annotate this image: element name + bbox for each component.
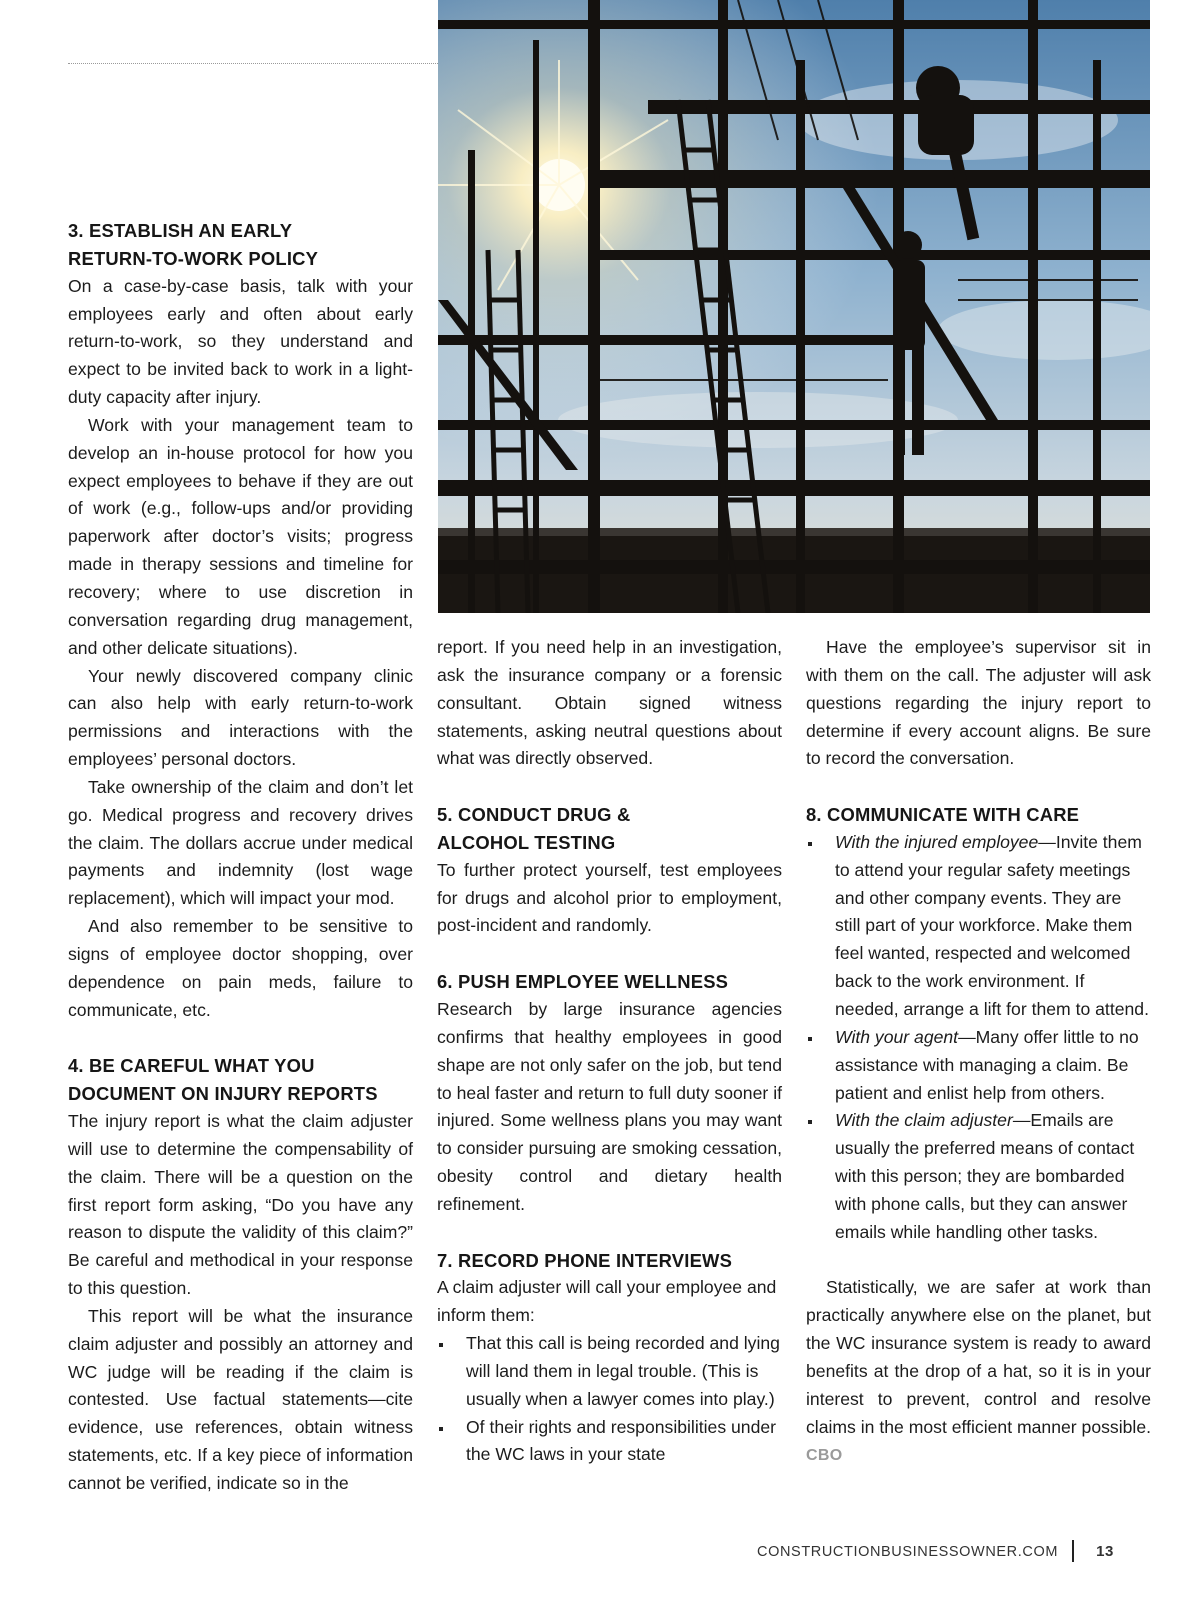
list-item-text: —Emails are usually the preferred means of contact with this person; they are bombarded with phone calls, but they can answer emails while handling other tasks. (835, 1110, 1135, 1242)
footer-site-link[interactable]: CONSTRUCTIONBUSINESSOWNER.COM (757, 1544, 1058, 1560)
bullet-square-icon (808, 1037, 812, 1041)
list-item-text: That this call is being recorded and lying will land them in legal trouble. (This is usually when a lawyer comes into play.) (466, 1333, 780, 1409)
column-3 (806, 634, 1151, 1470)
list-item (806, 829, 1151, 1024)
paragraph: This report will be what the insurance claim adjuster and possibly an attorney and WC judge will be reading if the claim is contested. Use factual statements—cite evidence, use references, obtain witness statements, etc. If a key piece of information cannot be verified, indicate so in the (68, 1305, 413, 1493)
list-item (437, 1414, 782, 1470)
end-mark: CBO (806, 1447, 843, 1465)
section-8-heading: 8. COMMUNICATE WITH CARE (806, 804, 1080, 826)
section-3-heading-line1: 3. ESTABLISH AN EARLY (68, 220, 293, 241)
footer-divider (1072, 1540, 1074, 1562)
list-item-text: —Many offer little to no assistance with managing a claim. Be patient and enlist help from others. (835, 1026, 1139, 1103)
section-5-heading-line1: 5. CONDUCT DRUG & (437, 804, 631, 826)
list-item-lead: With the injured employee (835, 831, 1039, 852)
bullet-list (437, 1330, 782, 1469)
paragraph: And also remember to be sensitive to signs of employee doctor shopping, over dependence on pain meds, failure to communicate, etc. (68, 916, 413, 1020)
paragraph: The injury report is what the claim adjuster will use to determine the compensability of the claim. There will be a question on the first report form asking, “Do you have any reason to dispute the validity of this claim?” Be careful and methodical in your response to this question. (68, 1111, 413, 1299)
bullet-square-icon (808, 1120, 812, 1124)
bullet-square-icon (808, 842, 812, 846)
construction-scaffold-photo (438, 0, 1150, 613)
page-number: 13 (1096, 1543, 1114, 1560)
paragraph: report. If you need help in an investigation, ask the insurance company or a forensic consultant. Obtain signed witness statements, asking neutral questions about what was directly observed. (437, 637, 782, 769)
bullet-square-icon (439, 1427, 443, 1431)
section-3-heading (68, 217, 413, 273)
closing-paragraph (806, 1274, 1151, 1470)
section-7-heading: 7. RECORD PHONE INTERVIEWS (437, 1249, 733, 1271)
list-item (806, 1024, 1151, 1108)
list-item (437, 1330, 782, 1414)
page-footer (700, 1540, 1150, 1564)
list-item-text: —Invite them to attend your regular safety meetings and other company events. They are still part of your workforce. Make them feel wanted, respected and welcomed back to the work environment. If needed, arrange a lift for them to attend. (835, 831, 1149, 1019)
list-item-lead: With the claim adjuster (835, 1110, 1013, 1131)
bullet-square-icon (439, 1343, 443, 1347)
paragraph: On a case-by-case basis, talk with your employees early and often about early return-to-work, so they understand and expect to be invited back to work in a light-duty capacity after injury. (68, 275, 413, 408)
list-item-lead: With your agent (835, 1026, 959, 1047)
section-4-heading-line1: 4. BE CAREFUL WHAT YOU (68, 1055, 315, 1077)
paragraph: Research by large insurance agencies confirms that healthy employees in good shape are not only safer on the job, but tend to heal faster and return to full duty sooner if injured. Some wellness plans you may want to consider pursuing are smoking cessation, obesity control and dietary health refinement. (437, 998, 782, 1214)
section-5-heading (437, 801, 782, 857)
photo-illustration (438, 0, 1150, 613)
section-6-heading: 6. PUSH EMPLOYEE WELLNESS (437, 971, 729, 993)
list-item (806, 1107, 1151, 1246)
paragraph: Take ownership of the claim and don’t let go. Medical progress and recovery drives the claim. The dollars accrue under medical payments and indemnity (lost wage replacement), which will impact your mod. (68, 776, 413, 909)
closing-text: Statistically, we are safer at work than practically anywhere else on the planet, but the WC insurance system is ready to award benefits at the drop of a hat, so it is in your interest to prevent, control and resolve claims in the most efficient manner possible. (806, 1277, 1151, 1437)
paragraph: Work with your management team to develop an in-house protocol for how you expect employees to behave if they are out of work (e.g., follow-ups and/or providing paperwork after doctor’s visits; progress made in therapy sessions and timeline for recovery; where to use discretion in conversation regarding drug management, and other delicate situations). (68, 414, 413, 658)
section-3-heading-line2: RETURN-TO-WORK POLICY (68, 247, 319, 269)
paragraph: Have the employee’s supervisor sit in with them on the call. The adjuster will ask questions regarding the injury report to determine if every account aligns. Be sure to record the conversation. (806, 637, 1151, 769)
column-2 (437, 634, 782, 1469)
top-dotted-rule (68, 63, 438, 64)
paragraph: A claim adjuster will call your employee and inform them: (437, 1277, 777, 1326)
section-5-heading-line2: ALCOHOL TESTING (437, 831, 616, 853)
column-1 (68, 217, 413, 1498)
paragraph: Your newly discovered company clinic can also help with early return-to-work permissions and interactions with the employees’ personal doctors. (68, 665, 413, 770)
section-4-heading-line2: DOCUMENT ON INJURY REPORTS (68, 1083, 378, 1105)
section-4-heading (68, 1052, 413, 1108)
bullet-list (806, 829, 1151, 1247)
list-item-text: Of their rights and responsibilities under the WC laws in your state (466, 1416, 777, 1465)
paragraph: To further protect yourself, test employees for drugs and alcohol prior to employment, post-incident and randomly. (437, 859, 782, 936)
